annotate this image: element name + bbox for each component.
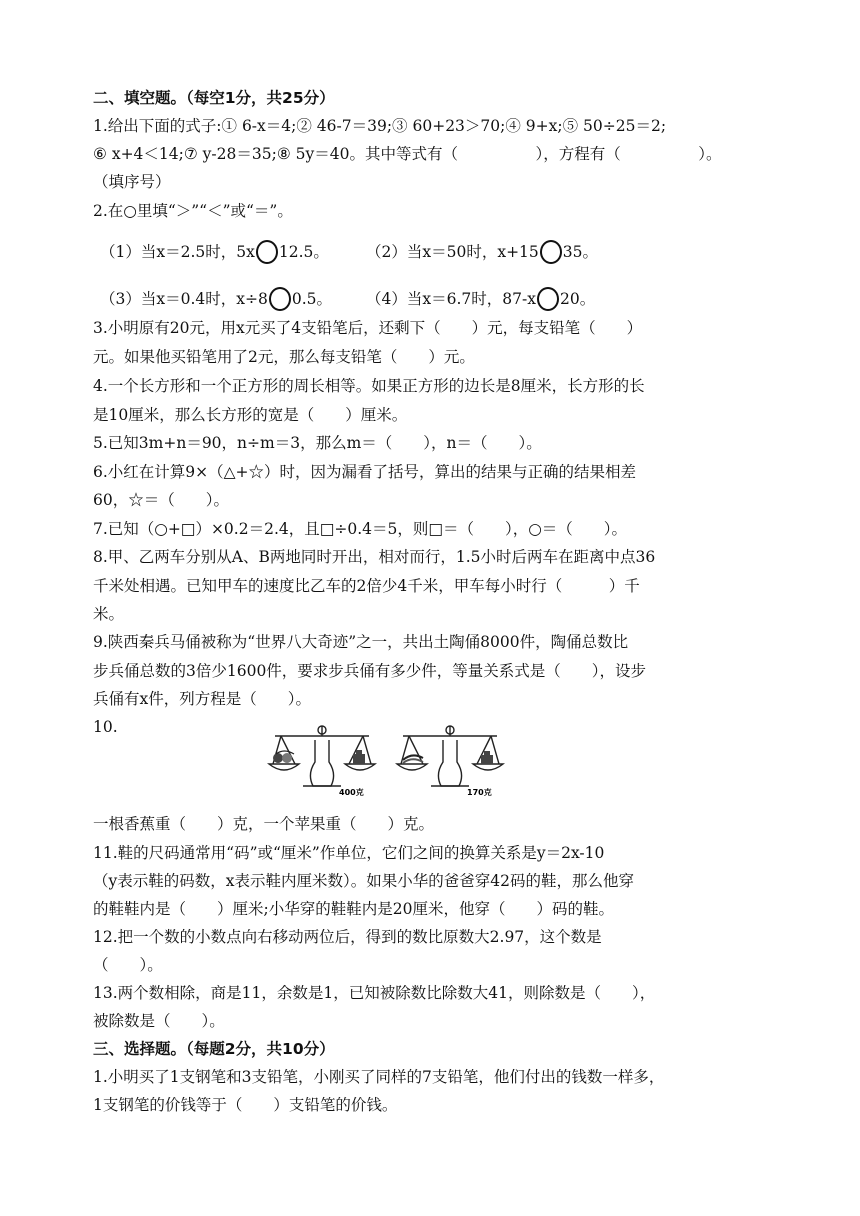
q5-line-1: 5.已知3m+n＝90，n÷m＝3，那么m＝（ ），n＝（ ）。 — [93, 434, 542, 452]
q1-line-2: ⑥ x+4＜14;⑦ y-28＝35;⑧ 5y＝40。其中等式有（ ），方程有（ ）。 — [93, 145, 722, 163]
q13-line-2: 被除数是（ ）。 — [93, 1012, 225, 1030]
q3-line-1: 3.小明原有20元，用x元买了4支铅笔后，还剩下（ ）元，每支铅笔（ ） — [93, 319, 643, 337]
q6-line-2: 60，☆＝（ ）。 — [93, 491, 229, 509]
compare-circle — [537, 287, 559, 311]
q9-line-3: 兵俑有x件，列方程是（ ）。 — [93, 690, 311, 708]
q3-line-2: 元。如果他买铅笔用了2元，那么每支铅笔（ ）元。 — [93, 348, 475, 366]
q2-item-2-post: 35。 — [562, 243, 599, 261]
q2-item-1-post: 12.5。 — [278, 243, 329, 261]
q11-line-1: 11.鞋的尺码通常用“码”或“厘米”作单位，它们之间的换算关系是y＝2x-10 — [93, 844, 605, 862]
scale-2-label: 170克 — [467, 788, 492, 797]
q2-line-1: 2.在○里填“＞”“＜”或“＝”。 — [93, 202, 293, 220]
q4-line-1: 4.一个长方形和一个正方形的周长相等。如果正方形的边长是8厘米，长方形的长 — [93, 377, 645, 395]
balance-scale-1 — [267, 722, 377, 798]
section-3-title: 三、选择题。（每题2分，共10分） — [93, 1040, 335, 1058]
section-2-title: 二、填空题。（每空1分，共25分） — [93, 89, 335, 107]
q10-number: 10. — [93, 718, 118, 736]
q2-item-1 — [100, 240, 329, 264]
q2-item-4-pre: （4）当x＝6.7时，87-x — [366, 290, 536, 308]
q7-line-1: 7.已知（○+□）×0.2＝2.4，且□÷0.4＝5，则□＝（ ），○＝（ ）。 — [93, 520, 628, 538]
q2-item-1-pre: （1）当x＝2.5时，5x — [100, 243, 255, 261]
q8-line-1: 8.甲、乙两车分别从A、B两地同时开出，相对而行，1.5小时后两车在距离中点36 — [93, 548, 656, 566]
s3-q1-line-1: 1.小明买了1支钢笔和3支铅笔，小刚买了同样的7支铅笔，他们付出的钱数一样多， — [93, 1068, 665, 1086]
q6-line-1: 6.小红在计算9×（△+☆）时，因为漏看了括号，算出的结果与正确的结果相差 — [93, 463, 637, 481]
q2-item-2-pre: （2）当x＝50时，x+15 — [366, 243, 539, 261]
q2-item-3-post: 0.5。 — [291, 290, 333, 308]
q2-item-3 — [100, 287, 332, 311]
q1-line-1: 1.给出下面的式子:① 6-x＝4;② 46-7＝39;③ 60+23＞70;④ 9+x;⑤ 50÷25＝2; — [93, 117, 667, 135]
q2-item-2 — [366, 240, 598, 264]
s3-q1-line-2: 1支钢笔的价钱等于（ ）支铅笔的价钱。 — [93, 1096, 398, 1114]
compare-circle — [256, 240, 278, 264]
q10-answer-line: 一根香蕉重（ ）克，一个苹果重（ ）克。 — [93, 815, 435, 833]
q13-line-1: 13.两个数相除，商是11，余数是1，已知被除数比除数大41，则除数是（ ）， — [93, 984, 656, 1002]
q2-item-4 — [366, 287, 595, 311]
compare-circle — [269, 287, 291, 311]
q2-item-3-pre: （3）当x＝0.4时，x÷8 — [100, 290, 268, 308]
q12-line-1: 12.把一个数的小数点向右移动两位后，得到的数比原数大2.97，这个数是 — [93, 928, 602, 946]
q8-line-2: 千米处相遇。已知甲车的速度比乙车的2倍少4千米，甲车每小时行（ ）千 — [93, 577, 640, 595]
scale-1-label: 400克 — [339, 788, 364, 797]
q8-line-3: 米。 — [93, 605, 125, 623]
q2-item-4-post: 20。 — [559, 290, 596, 308]
q9-line-2: 步兵俑总数的3倍少1600件，要求步兵俑有多少件，等量关系式是（ ），设步 — [93, 662, 647, 680]
q11-line-3: 的鞋鞋内是（ ）厘米;小华穿的鞋鞋内是20厘米，他穿（ ）码的鞋。 — [93, 900, 614, 918]
q4-line-2: 是10厘米，那么长方形的宽是（ ）厘米。 — [93, 406, 408, 424]
compare-circle — [540, 240, 562, 264]
q9-line-1: 9.陕西秦兵马俑被称为“世界八大奇迹”之一，共出土陶俑8000件，陶俑总数比 — [93, 633, 629, 651]
q12-line-2: （ ）。 — [93, 956, 163, 974]
q11-line-2: （y表示鞋的码数，x表示鞋内厘米数）。如果小华的爸爸穿42码的鞋，那么他穿 — [93, 872, 634, 890]
balance-scale-2 — [395, 722, 505, 798]
q1-line-3: （填序号） — [93, 173, 171, 191]
